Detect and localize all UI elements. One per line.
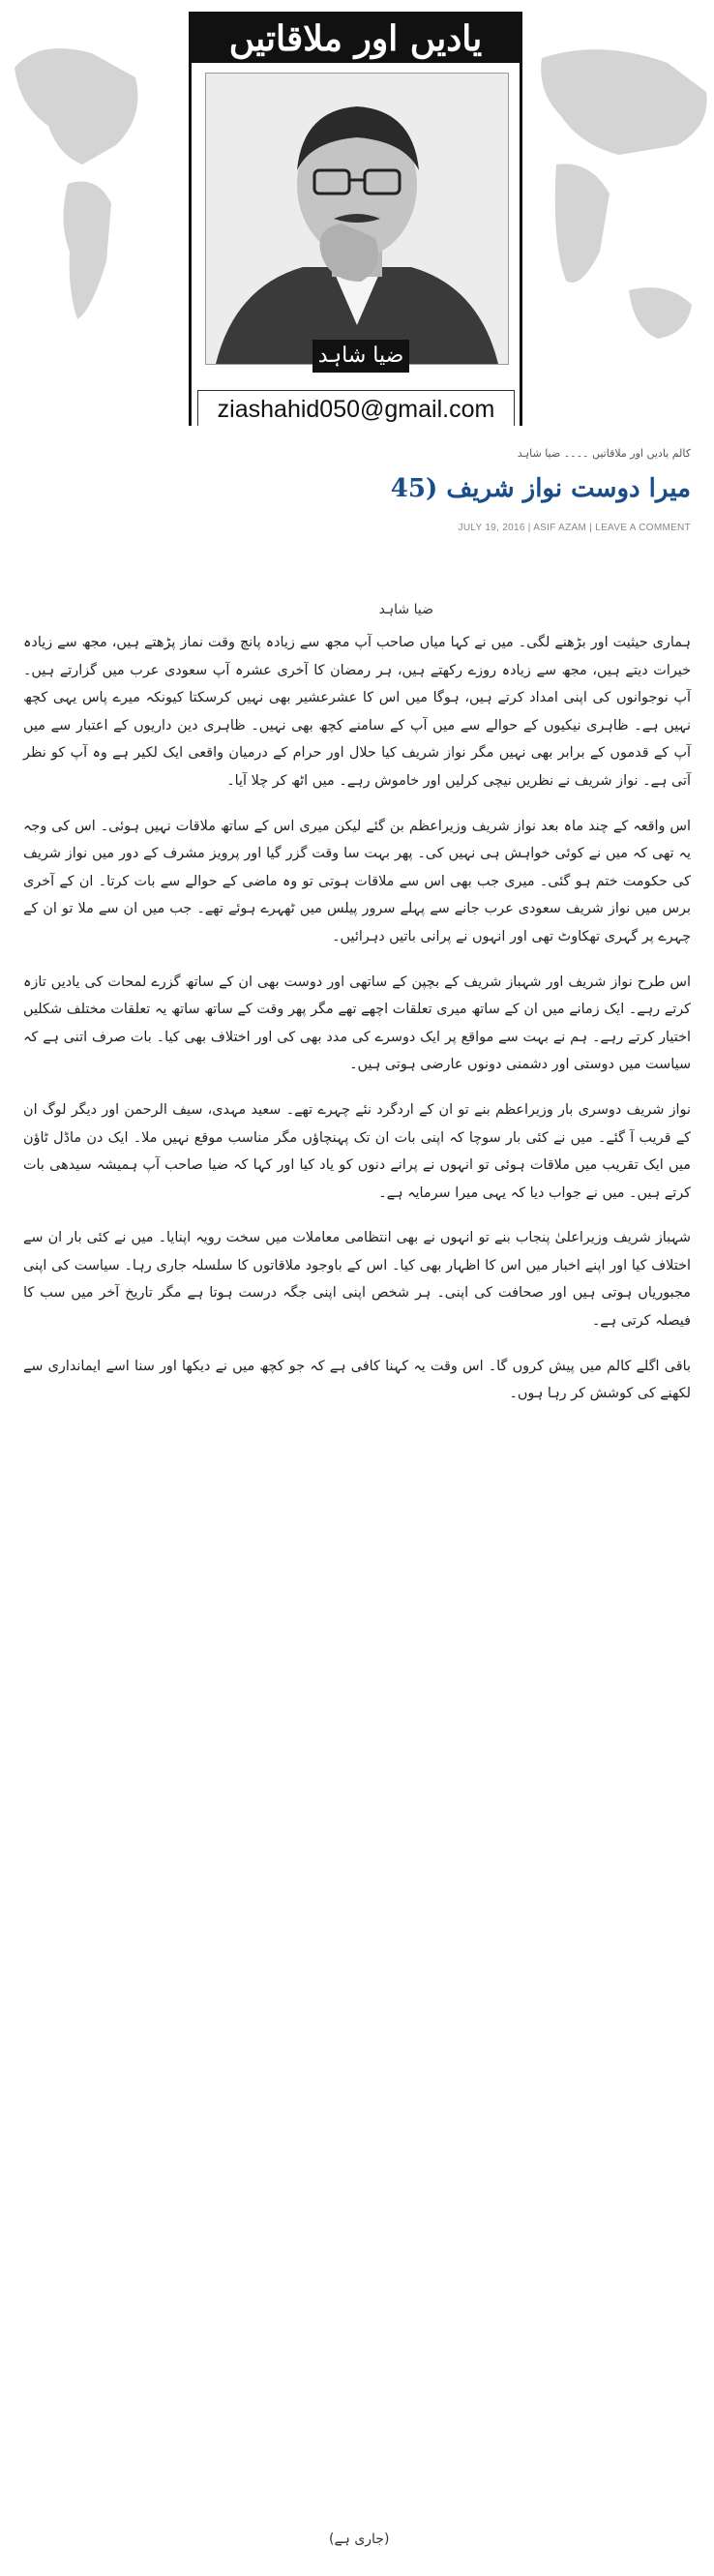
article-byline: ضیا شاہد: [378, 602, 433, 617]
paragraph: ہماری حیثیت اور بڑھنے لگی۔ میں نے کہا میاں صاحب آپ مجھ سے زیادہ پانچ وقت نماز پڑھتے ہیں، مجھ سے زیادہ خیرات دیتے ہیں، مجھ سے زیادہ روزے رکھتے ہیں، ہر رمضان کا آخری عشرہ آپ سعودی عرب میں گزارتے ہیں۔ آپ نوجوانوں کی اپنی امداد کرتے ہیں، ہوگا میں اس کا عشرعشیر بھی نہیں کرسکتا کیونکہ میرے پاس یہی کچھ نہیں ہے۔ ظاہری نیکیوں کے حوالے سے میں آپ کے سامنے کچھ بھی نہیں۔ ظاہری دین داریوں کے اعتبار سے میں آپ کے قدموں کے برابر بھی نہیں مگر نواز شریف کیا حلال اور حرام کے درمیان واقعی ایک لکیر ہے وہ آپ کو نظر آتی ہے۔ نواز شریف نے نظریں نیچی کرلیں اور خاموش رہے۔ میں اٹھ کر چلا آیا۔: [23, 635, 691, 789]
column-banner: [0, 0, 714, 426]
author-name-plate: ضیا شاہد: [312, 340, 409, 373]
article-title[interactable]: میرا دوست نواز شریف (45: [390, 474, 691, 503]
post-date: JULY 19, 2016: [458, 523, 525, 533]
paragraph: باقی اگلے کالم میں پیش کروں گا۔ اس وقت یہ کہنا کافی ہے کہ جو کچھ میں نے دیکھا اور سنا اسے ایمانداری سے لکھنے کی کوشش کر رہا ہوں۔: [23, 1358, 691, 1402]
paragraph: اس طرح نواز شریف اور شہباز شریف کے بچپن کے ساتھی اور دوست بھی ان کے ساتھ گزرے لمحات کی یادیں تازہ کرتے رہے۔ ایک زمانے میں ان کے ساتھ میری تعلقات اچھے تھے مگر پھر وقت کے ساتھ ساتھ یہ تعلقات مختلف شکلیں اختیار کرتے رہے۔ ہم نے بہت سے مواقع پر ایک دوسرے کی مدد بھی کی اور اختلاف بھی کیا۔ بات صرف اتنی ہے کہ سیاست میں دوستی اور دشمنی دونوں عارضی ہوتی ہیں۔: [23, 973, 691, 1073]
author-portrait: [205, 73, 509, 365]
paragraph: اس واقعہ کے چند ماہ بعد نواز شریف وزیراعظم بن گئے لیکن میری اس کے ساتھ ملاقات نہیں ہوئی۔ اس کی وجہ یہ تھی کہ میں نے کوئی خواہش ہی نہیں کی۔ پھر بہت سا وقت گزر گیا اور پرویز مشرف کے دور میں نواز شریف کی حکومت ختم ہو گئی۔ میری جب بھی اس سے ملاقات ہوتی تو وہ ماضی کے حوالے سے بات کرتا۔ ان کے آخری برس میں نواز شریف سعودی عرب جانے سے پہلے سرور پیلس میں ٹھہرے ہوئے تھے۔ جب میں ان سے ملا تو ان کے چہرے پر گہری تھکاوٹ تھی اور انہوں نے پرانی باتیں دہرائیں۔: [23, 818, 691, 944]
paragraph: نواز شریف دوسری بار وزیراعظم بنے تو ان کے اردگرد نئے چہرے تھے۔ سعید مہدی، سیف الرحمن اور دیگر لوگ ان کے قریب آ گئے۔ میں نے کئی بار سوچا کہ اپنی بات ان تک پہنچاؤں مگر مناسب موقع نہیں ملا۔ ایک دن ماڈل ٹاؤن میں ایک تقریب میں ملاقات ہوئی تو انہوں نے پرانے دنوں کو یاد کیا اور کہا کہ ضیا صاحب آپ ہمیشہ سیدھی بات کرتے ہیں۔ میں نے جواب دیا کہ یہی میرا سرمایہ ہے۔: [23, 1101, 691, 1201]
category-label[interactable]: کالم یادیں اور ملاقاتیں ۔۔۔۔ ضیا شاہد: [517, 447, 691, 460]
leave-comment-link[interactable]: LEAVE A COMMENT: [595, 523, 691, 533]
column-title: یادیں اور ملاقاتیں: [192, 15, 520, 63]
article-meta: JULY 19, 2016 | ASIF AZAM | LEAVE A COMMENT: [458, 523, 691, 533]
author-email[interactable]: ziashahid050@gmail.com: [197, 390, 515, 426]
column-card: [189, 12, 522, 426]
author-link[interactable]: ASIF AZAM: [533, 523, 587, 533]
article-body: [23, 629, 691, 1425]
paragraph: شہباز شریف وزیراعلیٰ پنجاب بنے تو انہوں نے بھی انتظامی معاملات میں سخت رویہ اپنایا۔ میں نے کئی بار ان سے اختلاف کیا اور اپنے اخبار میں اس کا اظہار بھی کیا۔ اس کے باوجود ملاقاتوں کا سلسلہ جاری رہا۔ سیاست کی اپنی مجبوریاں ہوتی ہیں اور صحافت کی اپنی۔ ہر شخص اپنی اپنی جگہ درست ہوتا ہے مگر تاریخ آخر میں سب کا فیصلہ کرتی ہے۔: [23, 1230, 691, 1330]
to-be-continued: (جاری ہے): [329, 2531, 390, 2547]
